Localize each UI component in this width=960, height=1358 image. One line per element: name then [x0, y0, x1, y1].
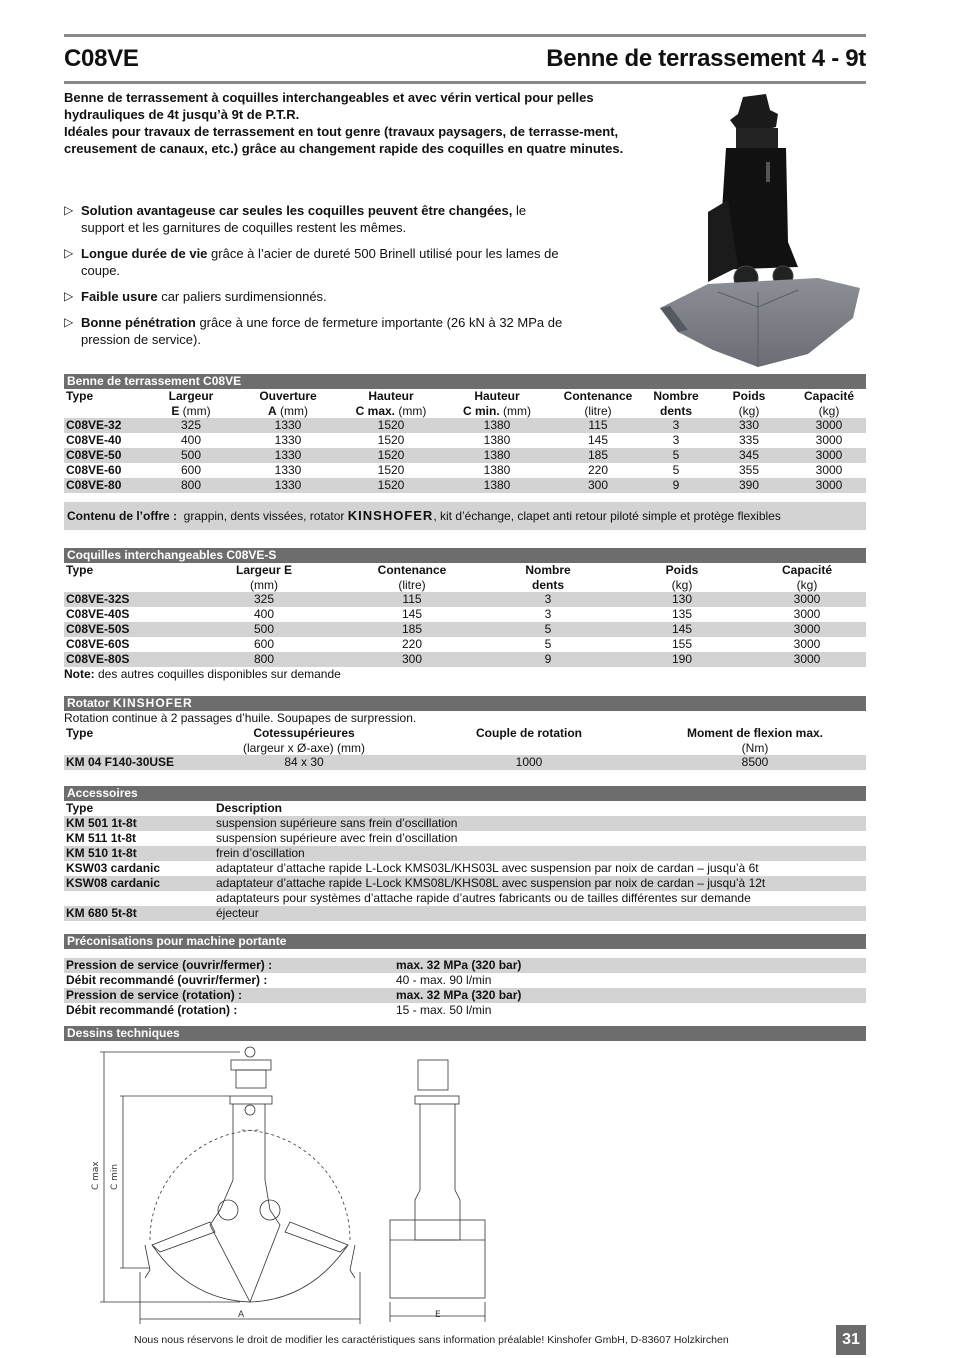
cell-value: max. 32 MPa (320 bar) [394, 988, 866, 1003]
col-unit: dents [531, 578, 564, 592]
cell-type: C08VE-80 [64, 478, 144, 493]
cell-type: C08VE-40 [66, 433, 122, 447]
table-row [64, 622, 866, 637]
cell: 115 [344, 592, 480, 607]
section-header: Préconisations pour machine portante [64, 934, 866, 949]
table-header-row [64, 563, 866, 578]
feature-text: le support et les garnitures de coquilles restent les mêmes. [81, 203, 527, 235]
cell-type: KSW08 cardanic [64, 876, 214, 891]
cell: 400 [253, 607, 275, 621]
machine-table-body [64, 958, 866, 1018]
shells-table-body [64, 592, 866, 667]
cell: 3000 [792, 478, 866, 493]
section-header: Dessins techniques [64, 1026, 866, 1041]
rotator-section [64, 696, 866, 770]
cell: 335 [738, 433, 760, 447]
cell: 330 [706, 418, 792, 433]
cell: 145 [587, 433, 609, 447]
cell-label: Débit recommandé (ouvrir/fermer) : [66, 973, 268, 987]
table-row [64, 433, 866, 448]
kinshofer-logo: KINSHOFER [113, 696, 193, 710]
cell-label: Débit recommandé (rotation) : [66, 1003, 238, 1017]
accessories-table [64, 801, 866, 921]
col-header: Largeur [168, 389, 214, 403]
cell: 325 [184, 592, 344, 607]
cell: 8500 [644, 755, 866, 770]
feature-bold: Longue durée de vie [81, 246, 208, 261]
note-text: des autres coquilles disponibles sur demande [94, 667, 341, 681]
cell-type: KM 04 F140-30USE [64, 755, 194, 770]
feature-item [64, 202, 564, 236]
cell: 1380 [483, 433, 511, 447]
feature-text: grâce à une force de fermeture importante (26 kN à 32 MPa de pression de service). [81, 315, 563, 347]
cell: 220 [401, 637, 423, 651]
cell-type: KM 510 1t-8t [64, 846, 214, 861]
footer-disclaimer: Nous nous réservons le droit de modifier les caractéristiques sans information préalable! Kinshofer GmbH, D-83607 Holzkirchen [134, 1334, 729, 1346]
offer-label: Contenu de l’offre : [67, 509, 177, 523]
col-header: Ouverture [259, 389, 317, 403]
cell-type: KM 511 1t-8t [66, 831, 137, 845]
page [64, 34, 866, 1040]
col-unit: (Nm) [741, 741, 769, 755]
title-row [64, 37, 866, 81]
cell: 185 [550, 448, 646, 463]
feature-item [64, 288, 564, 305]
section-header: Benne de terrassement C08VE [64, 374, 866, 389]
col-header: Capacité [803, 389, 855, 403]
kinshofer-logo: KINSHOFER [347, 508, 434, 523]
machine-table [64, 958, 866, 1018]
cell: 3000 [748, 592, 866, 607]
cell-type: KM 501 1t-8t [64, 816, 214, 831]
cell: 135 [671, 607, 693, 621]
cell: 600 [180, 463, 202, 477]
cell: 5 [646, 448, 706, 463]
table-row [64, 876, 866, 891]
section-title: Rotator [67, 696, 113, 710]
col-unit-bold: C min. [463, 404, 500, 418]
cell-description: suspension supérieure avec frein d’oscillation [216, 831, 458, 845]
col-unit-bold: E [171, 404, 180, 418]
cell: 5 [480, 622, 616, 637]
cell-description: adaptateur d’attache rapide L-Lock KMS08L/KHS08L avec suspension par noix de cardan – jusqu’à 12t [214, 876, 866, 891]
table-row [64, 831, 866, 846]
cell-description: adaptateurs pour systèmes d’attache rapide d’autres fabricants ou de tailles différentes sur demande [216, 891, 751, 905]
cell: 3000 [748, 652, 866, 667]
col-unit: (kg) [738, 404, 760, 418]
col-header: Couple de rotation [476, 726, 582, 740]
table-row [64, 592, 866, 607]
cell-label: Pression de service (rotation) : [64, 988, 394, 1003]
table-row [64, 652, 866, 667]
cell: 1520 [338, 448, 444, 463]
cell: 9 [646, 478, 706, 493]
feature-list [64, 202, 564, 357]
cell: 600 [253, 637, 275, 651]
accessories-table-body [64, 816, 866, 921]
col-unit: (mm) [179, 404, 211, 418]
cell: 1330 [274, 463, 302, 477]
table-row [64, 1003, 866, 1018]
cell: 1520 [377, 463, 405, 477]
table-row [64, 463, 866, 478]
cell: 190 [616, 652, 748, 667]
intro [64, 90, 664, 157]
page-title: Benne de terrassement 4 - 9t [546, 45, 866, 72]
col-header: Nombre [525, 563, 571, 577]
feature-text: grâce à l’acier de dureté 500 Brinell utilisé pour les lames de coupe. [81, 246, 559, 278]
cell-value: max. 32 MPa (320 bar) [394, 958, 866, 973]
col-header: Contenance [563, 389, 633, 403]
table-row [64, 448, 866, 463]
table-subheader-row [64, 578, 866, 592]
cell-description: suspension supérieure sans frein d’oscillation [214, 816, 866, 831]
col-unit-bold: A [268, 404, 277, 418]
col-unit: (litre) [584, 404, 612, 418]
cell-type: C08VE-60S [66, 637, 130, 651]
cell-type [64, 891, 214, 906]
machine-section [64, 934, 866, 1018]
table-row [64, 846, 866, 861]
cell: 390 [706, 478, 792, 493]
cell-value: 40 - max. 90 l/min [396, 973, 492, 987]
cell: 1000 [414, 755, 644, 770]
table-row [64, 478, 866, 493]
cell: 300 [344, 652, 480, 667]
table-row [64, 988, 866, 1003]
col-unit: (mm) [276, 404, 308, 418]
shells-section [64, 548, 866, 682]
col-header: Nombre [653, 389, 699, 403]
cell: 220 [587, 463, 609, 477]
cell-description: adaptateur d’attache rapide L-Lock KMS03L/KHS03L avec suspension par noix de cardan – jusqu’à 6t [216, 861, 759, 875]
product-photo-grab-bucket [648, 92, 868, 372]
cell: 300 [550, 478, 646, 493]
cell: 3000 [793, 637, 821, 651]
table-row [64, 755, 866, 770]
cell-type: C08VE-60 [66, 463, 122, 477]
cell: 345 [706, 448, 792, 463]
col-unit: (kg) [671, 578, 693, 592]
cell: 5 [672, 463, 680, 477]
e-label: E [435, 1310, 441, 1320]
cell: 1330 [238, 478, 338, 493]
cell: 325 [144, 418, 238, 433]
col-header: Type [66, 726, 94, 740]
feature-item [64, 245, 564, 279]
col-header: Type [66, 389, 94, 403]
offer-box [64, 502, 866, 530]
table-header-row [64, 389, 866, 404]
cell: 5 [544, 637, 552, 651]
cell: 145 [401, 607, 423, 621]
main-spec-section [64, 374, 866, 530]
cell: 1330 [238, 448, 338, 463]
cell: 800 [184, 652, 344, 667]
section-header [64, 696, 866, 711]
cell: 1520 [338, 418, 444, 433]
cell: 800 [144, 478, 238, 493]
table-row [64, 973, 866, 988]
col-unit-bold: C max. [355, 404, 396, 418]
col-header: Moment de flexion max. [686, 726, 824, 740]
cell: 1520 [377, 433, 405, 447]
cell: 3 [646, 418, 706, 433]
cell: 1380 [483, 463, 511, 477]
cell: 500 [144, 448, 238, 463]
cell: 9 [480, 652, 616, 667]
cell: 185 [344, 622, 480, 637]
offer-text: grappin, dents vissées, rotator [183, 509, 348, 523]
cell-description: éjecteur [214, 906, 866, 921]
offer-text: , kit d’échange, clapet anti retour piloté simple et protège flexibles [433, 509, 781, 523]
triangle-bullet-icon: ▷ [64, 315, 74, 329]
col-unit: (kg) [818, 404, 840, 418]
triangle-bullet-icon: ▷ [64, 203, 74, 217]
cell: 3000 [815, 433, 843, 447]
cell: 155 [671, 637, 693, 651]
table-row [64, 816, 866, 831]
a-label: A [238, 1310, 245, 1320]
col-unit: (mm) [499, 404, 531, 418]
cell: 1330 [238, 418, 338, 433]
cell: 115 [550, 418, 646, 433]
col-header: Capacité [781, 563, 833, 577]
table-row [64, 418, 866, 433]
cell: 3 [480, 592, 616, 607]
feature-item [64, 314, 564, 348]
table-row [64, 906, 866, 921]
table-row [64, 891, 866, 906]
main-table-body [64, 418, 866, 493]
drawings-section [64, 1026, 866, 1041]
col-header: Largeur E [235, 563, 292, 577]
col-unit: (litre) [398, 578, 426, 592]
col-header: Hauteur [368, 389, 414, 403]
col-header: Cotessupérieures [253, 726, 355, 740]
col-header: Type [66, 563, 94, 577]
cell: 1380 [444, 478, 550, 493]
model-title: C08VE [64, 45, 139, 72]
cell-type: C08VE-32S [64, 592, 184, 607]
accessories-section [64, 786, 866, 921]
table-row [64, 861, 866, 876]
cell: 1330 [274, 433, 302, 447]
col-unit-bold: dents [659, 404, 692, 418]
triangle-bullet-icon: ▷ [64, 246, 74, 260]
col-header: Description [216, 801, 283, 815]
intro-paragraph-1: Benne de terrassement à coquilles interchangeables et avec vérin vertical pour pelles hydrauliques de 4t jusqu’à 9t de P.T.R. [64, 90, 594, 122]
cell-label: Pression de service (ouvrir/fermer) : [64, 958, 394, 973]
rotator-table [64, 726, 866, 770]
cell: 355 [738, 463, 760, 477]
cell: 3000 [792, 418, 866, 433]
feature-bold: Bonne pénétration [81, 315, 196, 330]
feature-bold: Faible usure [81, 289, 158, 304]
feature-bold: Solution avantageuse car seules les coquilles peuvent être changées, [81, 203, 513, 218]
col-header: Poids [732, 389, 766, 403]
table-subheader-row [64, 741, 866, 755]
cell-type: C08VE-80S [64, 652, 184, 667]
col-unit: (mm) [250, 578, 278, 592]
cell: 1380 [444, 448, 550, 463]
table-header-row [64, 801, 866, 816]
col-unit: (mm) [395, 404, 427, 418]
cmin-label: C min [110, 1163, 120, 1190]
col-header: Contenance [377, 563, 447, 577]
cell: 400 [180, 433, 202, 447]
cmax-label: C max [91, 1161, 101, 1190]
shells-table [64, 563, 866, 667]
cell-type: KM 680 5t-8t [64, 906, 214, 921]
cell: 1520 [338, 478, 444, 493]
cell: 1380 [444, 418, 550, 433]
table-row [64, 637, 866, 652]
cell: 145 [616, 622, 748, 637]
cell-type: C08VE-50S [64, 622, 184, 637]
section-header: Coquilles interchangeables C08VE-S [64, 548, 866, 563]
rotator-description: Rotation continue à 2 passages d’huile. Soupapes de surpression. [64, 711, 417, 725]
technical-drawing [90, 1040, 490, 1330]
cell-description: frein d’oscillation [214, 846, 866, 861]
col-unit: (kg) [796, 578, 818, 592]
cell-value: 15 - max. 50 l/min [396, 1003, 492, 1017]
cell-type: C08VE-32 [64, 418, 144, 433]
cell: 3 [672, 433, 680, 447]
intro-paragraph-2: Idéales pour travaux de terrassement en tout genre (travaux paysagers, de terrasse-ment, creusement de canaux, etc.) grâce au changement rapide des coquilles en quatre minutes. [64, 124, 624, 156]
table-row [64, 958, 866, 973]
table-subheader-row [64, 404, 866, 418]
col-header: Poids [665, 563, 699, 577]
cell-type: KSW03 cardanic [66, 861, 161, 875]
cell: 500 [184, 622, 344, 637]
col-header: Hauteur [474, 389, 520, 403]
main-spec-table [64, 389, 866, 493]
table-row [64, 607, 866, 622]
cell: 3000 [815, 463, 843, 477]
cell: 3 [544, 607, 552, 621]
title-rule [64, 81, 866, 84]
shells-note [64, 667, 866, 682]
col-header: Type [66, 801, 94, 815]
page-number: 31 [836, 1325, 866, 1355]
table-header-row [64, 726, 866, 741]
cell-type: C08VE-40S [66, 607, 130, 621]
cell-type: C08VE-50 [64, 448, 144, 463]
note-label: Note: [64, 667, 95, 681]
feature-text: car paliers surdimensionnés. [157, 289, 327, 304]
cell: 3000 [748, 622, 866, 637]
cell: 84 x 30 [194, 755, 414, 770]
cell: 3000 [792, 448, 866, 463]
section-header: Accessoires [64, 786, 866, 801]
cell: 3000 [793, 607, 821, 621]
cell: 130 [616, 592, 748, 607]
col-unit: (largeur x Ø-axe) (mm) [242, 741, 365, 755]
triangle-bullet-icon: ▷ [64, 289, 74, 303]
